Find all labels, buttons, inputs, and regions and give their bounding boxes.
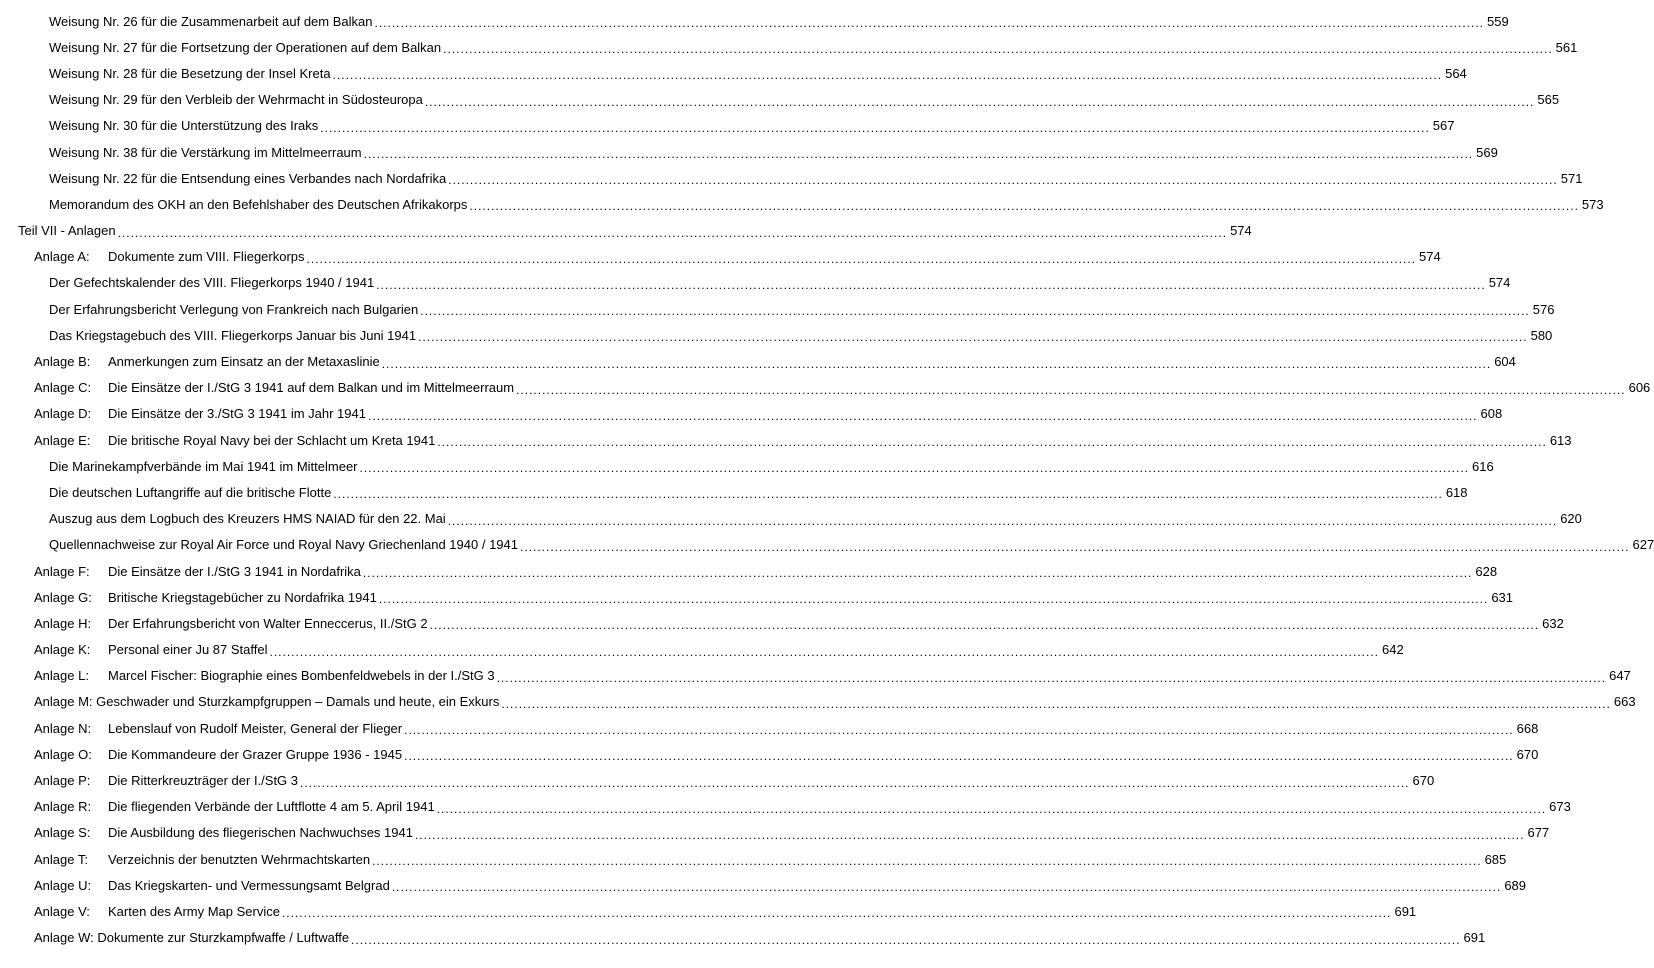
toc-entry-title: Britische Kriegstagebücher zu Nordafrika 1941: [108, 589, 377, 605]
toc-entry-prefix: Anlage E:: [34, 432, 91, 448]
toc-entry-title: Personal einer Ju 87 Staffel: [108, 642, 268, 658]
toc-entry-title: Die Ausbildung des fliegerischen Nachwuchses 1941: [108, 825, 413, 841]
toc-entry-page-number: 604: [1494, 354, 1516, 370]
toc-entry-page-number: 677: [1527, 825, 1550, 841]
dot-leader: [418, 329, 1528, 343]
toc-entry: [0, 244, 1441, 270]
toc-entry: [0, 506, 1582, 532]
dot-leader: [469, 198, 1579, 212]
toc-entry-page-number: 574: [1230, 223, 1252, 239]
dot-leader: [516, 382, 1626, 396]
toc-entry-page-number: 620: [1560, 511, 1582, 527]
dot-leader: [307, 251, 1417, 265]
toc-entry-title: Verzeichnis der benutzten Wehrmachtskarten: [108, 851, 371, 867]
toc-entry: [0, 479, 1468, 505]
toc-entry-title: Marcel Fischer: Biographie eines Bombenfeldwebels in der I./StG 3: [108, 668, 495, 684]
toc-entry: [0, 113, 1455, 139]
toc-entry: [0, 401, 1503, 427]
toc-entry: [0, 820, 1550, 846]
toc-entry: [0, 558, 1498, 584]
toc-entry-prefix: Anlage K:: [34, 642, 91, 658]
toc-entry: [0, 270, 1511, 296]
dot-leader: [300, 775, 1410, 789]
toc-entry: [0, 767, 1435, 793]
toc-entry: [0, 296, 1555, 322]
dot-leader: [448, 513, 1558, 527]
toc-entry: [0, 191, 1604, 217]
toc-entry: [0, 60, 1467, 86]
toc-entry-title: Memorandum des OKH an den Befehlshaber des Deutschen Afrikakorps: [49, 196, 468, 212]
toc-entry-page-number: 559: [1486, 13, 1509, 29]
toc-entry: [0, 453, 1494, 479]
toc-entry-page-number: 608: [1480, 406, 1503, 422]
dot-leader: [382, 356, 1492, 370]
dot-leader: [372, 853, 1482, 867]
toc-entry-prefix: Anlage F:: [34, 563, 90, 579]
toc-entry-title: Lebenslauf von Rudolf Meister, General der Flieger: [108, 720, 403, 736]
toc-entry-title: Das Kriegstagebuch des VIII. Fliegerkorps Januar bis Juni 1941: [49, 327, 417, 343]
toc-entry-page-number: 574: [1419, 249, 1441, 265]
toc-entry-page-number: 627: [1632, 537, 1654, 553]
toc-entry-title: Weisung Nr. 28 für die Besetzung der Insel Kreta: [49, 65, 331, 81]
dot-leader: [368, 408, 1478, 422]
dot-leader: [448, 172, 1558, 186]
toc-entry-title: Weisung Nr. 26 für die Zusammenarbeit auf dem Balkan: [49, 13, 373, 29]
toc-entry-title: Die Kommandeure der Grazer Gruppe 1936 - 1945: [108, 746, 403, 762]
toc-entry: [0, 872, 1527, 898]
dot-leader: [520, 539, 1630, 553]
dot-leader: [333, 67, 1443, 81]
toc-entry-page-number: 565: [1537, 92, 1560, 108]
toc-entry-prefix: Anlage T:: [34, 851, 88, 867]
toc-entry-page-number: 663: [1613, 694, 1636, 710]
toc-entry-prefix: Anlage H:: [34, 615, 92, 631]
toc-entry-page-number: 685: [1484, 851, 1507, 867]
dot-leader: [269, 644, 1379, 658]
toc-entry: [0, 637, 1404, 663]
toc-entry-page-number: 571: [1560, 170, 1583, 186]
toc-entry-title: Der Erfahrungsbericht von Walter Enneccerus, II./StG 2: [108, 615, 428, 631]
toc-entry: [0, 34, 1578, 60]
toc-entry-prefix: Anlage N:: [34, 720, 92, 736]
toc-entry-title: Weisung Nr. 27 für die Fortsetzung der Operationen auf dem Balkan: [49, 39, 442, 55]
toc-entry-page-number: 668: [1516, 720, 1539, 736]
toc-entry: [0, 925, 1486, 951]
toc-entry-page-number: 606: [1628, 380, 1651, 396]
toc-entry-page-number: 647: [1609, 668, 1631, 684]
toc-entry-prefix: Anlage L:: [34, 668, 89, 684]
dot-leader: [415, 827, 1525, 841]
dot-leader: [360, 460, 1470, 474]
dot-leader: [425, 94, 1535, 108]
toc-entry-page-number: 628: [1475, 563, 1498, 579]
toc-entry: [0, 165, 1583, 191]
toc-entry-page-number: 561: [1555, 39, 1578, 55]
toc-entry-page-number: 567: [1432, 118, 1455, 134]
toc-entry: [0, 532, 1654, 558]
toc-entry: [0, 663, 1631, 689]
toc-entry-page-number: 632: [1542, 615, 1564, 631]
toc-entry-prefix: Anlage U:: [34, 877, 92, 893]
dot-leader: [363, 565, 1473, 579]
toc-entry: [0, 218, 1252, 244]
toc-entry-title: Die Marinekampfverbände im Mai 1941 im Mittelmeer: [49, 458, 358, 474]
toc-entry-prefix: Anlage D:: [34, 406, 92, 422]
toc-entry-title: Die Ritterkreuzträger der I./StG 3: [108, 773, 299, 789]
toc-entry-page-number: 564: [1445, 65, 1467, 81]
toc-entry: [0, 584, 1514, 610]
toc-entry-page-number: 569: [1476, 144, 1498, 160]
toc-list: [0, 8, 1654, 951]
toc-entry-title: Die Einsätze der I./StG 3 1941 auf dem Balkan und im Mittelmeerraum: [108, 380, 515, 396]
toc-entry-page-number: 580: [1530, 327, 1553, 343]
dot-leader: [376, 277, 1486, 291]
toc-entry-page-number: 670: [1516, 746, 1539, 762]
toc-entry: [0, 715, 1539, 741]
toc-entry: [0, 375, 1651, 401]
toc-entry-title: Anlage M: Geschwader und Sturzkampfgruppen – Damals und heute, ein Exkurs: [34, 694, 500, 710]
dot-leader: [333, 486, 1443, 500]
toc-entry: [0, 322, 1553, 348]
toc-entry-title: Das Kriegskarten- und Vermessungsamt Belgrad: [108, 877, 390, 893]
toc-entry-title: Die deutschen Luftangriffe auf die britische Flotte: [49, 484, 332, 500]
toc-entry-page-number: 691: [1463, 930, 1486, 946]
dot-leader: [364, 146, 1474, 160]
dot-leader: [404, 748, 1514, 762]
dot-leader: [118, 225, 1228, 239]
toc-entry-page-number: 613: [1549, 432, 1572, 448]
toc-entry-title: Der Gefechtskalender des VIII. Fliegerkorps 1940 / 1941: [49, 275, 375, 291]
toc-entry-title: Anlage W: Dokumente zur Sturzkampfwaffe / Luftwaffe: [34, 930, 350, 946]
toc-entry-prefix: Anlage A:: [34, 249, 90, 265]
toc-entry-prefix: Anlage O:: [34, 746, 92, 762]
toc-entry-page-number: 618: [1445, 484, 1468, 500]
dot-leader: [437, 801, 1547, 815]
toc-entry: [0, 348, 1516, 374]
toc-entry-page-number: 576: [1532, 301, 1555, 317]
toc-entry-page-number: 642: [1381, 642, 1404, 658]
dot-leader: [501, 696, 1611, 710]
toc-entry-title: Die britische Royal Navy bei der Schlacht um Kreta 1941: [108, 432, 436, 448]
toc-entry-page-number: 616: [1472, 458, 1494, 474]
toc-entry-page-number: 573: [1581, 196, 1604, 212]
dot-leader: [404, 722, 1514, 736]
toc-entry: [0, 898, 1417, 924]
toc-entry-prefix: Anlage G:: [34, 589, 92, 605]
toc-entry: [0, 427, 1572, 453]
toc-entry-page-number: 673: [1549, 799, 1571, 815]
toc-entry-title: Weisung Nr. 22 für die Entsendung eines Verbandes nach Nordafrika: [49, 170, 447, 186]
toc-entry-prefix: Anlage S:: [34, 825, 91, 841]
dot-leader: [497, 670, 1607, 684]
toc-entry: [0, 87, 1560, 113]
dot-leader: [379, 591, 1489, 605]
toc-entry-title: Dokumente zum VIII. Fliegerkorps: [108, 249, 305, 265]
dot-leader: [320, 120, 1430, 134]
toc-entry: [0, 794, 1571, 820]
toc-entry-prefix: Anlage V:: [34, 903, 90, 919]
toc-entry-title: Weisung Nr. 29 für den Verbleib der Wehrmacht in Südosteuropa: [49, 92, 423, 108]
toc-entry-title: Auszug aus dem Logbuch des Kreuzers HMS NAIAD für den 22. Mai: [49, 511, 446, 527]
toc-entry: [0, 689, 1636, 715]
toc-entry-page-number: 670: [1412, 773, 1435, 789]
toc-entry-prefix: Anlage R:: [34, 799, 92, 815]
dot-leader: [351, 932, 1461, 946]
toc-entry-prefix: Anlage B:: [34, 354, 91, 370]
toc-entry-page-number: 574: [1488, 275, 1511, 291]
toc-entry: [0, 139, 1498, 165]
dot-leader: [420, 303, 1530, 317]
dot-leader: [437, 434, 1547, 448]
toc-entry-title: Die Einsätze der 3./StG 3 1941 im Jahr 1941: [108, 406, 366, 422]
toc-entry: [0, 610, 1564, 636]
toc-entry: [0, 846, 1507, 872]
dot-leader: [430, 617, 1540, 631]
dot-leader: [374, 15, 1484, 29]
toc-entry-page-number: 631: [1491, 589, 1514, 605]
toc-entry-page-number: 689: [1504, 877, 1527, 893]
toc-entry-title: Die fliegenden Verbände der Luftflotte 4 am 5. April 1941: [108, 799, 435, 815]
toc-entry-title: Karten des Army Map Service: [108, 903, 280, 919]
dot-leader: [443, 41, 1553, 55]
toc-entry-title: Teil VII - Anlagen: [18, 223, 116, 239]
toc-entry: [0, 741, 1539, 767]
toc-entry-title: Weisung Nr. 30 für die Unterstützung des Iraks: [49, 118, 319, 134]
toc-entry-prefix: Anlage C:: [34, 380, 92, 396]
toc-entry-title: Die Einsätze der I./StG 3 1941 in Nordafrika: [108, 563, 361, 579]
toc-entry-page-number: 691: [1394, 903, 1417, 919]
toc-entry: [0, 8, 1509, 34]
toc-entry-title: Quellennachweise zur Royal Air Force und Royal Navy Griechenland 1940 / 1941: [49, 537, 518, 553]
toc-entry-title: Anmerkungen zum Einsatz an der Metaxaslinie: [108, 354, 380, 370]
toc-entry-title: Der Erfahrungsbericht Verlegung von Frankreich nach Bulgarien: [49, 301, 419, 317]
toc-entry-title: Weisung Nr. 38 für die Verstärkung im Mittelmeerraum: [49, 144, 362, 160]
toc-entry-prefix: Anlage P:: [34, 773, 91, 789]
dot-leader: [282, 905, 1392, 919]
dot-leader: [392, 879, 1502, 893]
